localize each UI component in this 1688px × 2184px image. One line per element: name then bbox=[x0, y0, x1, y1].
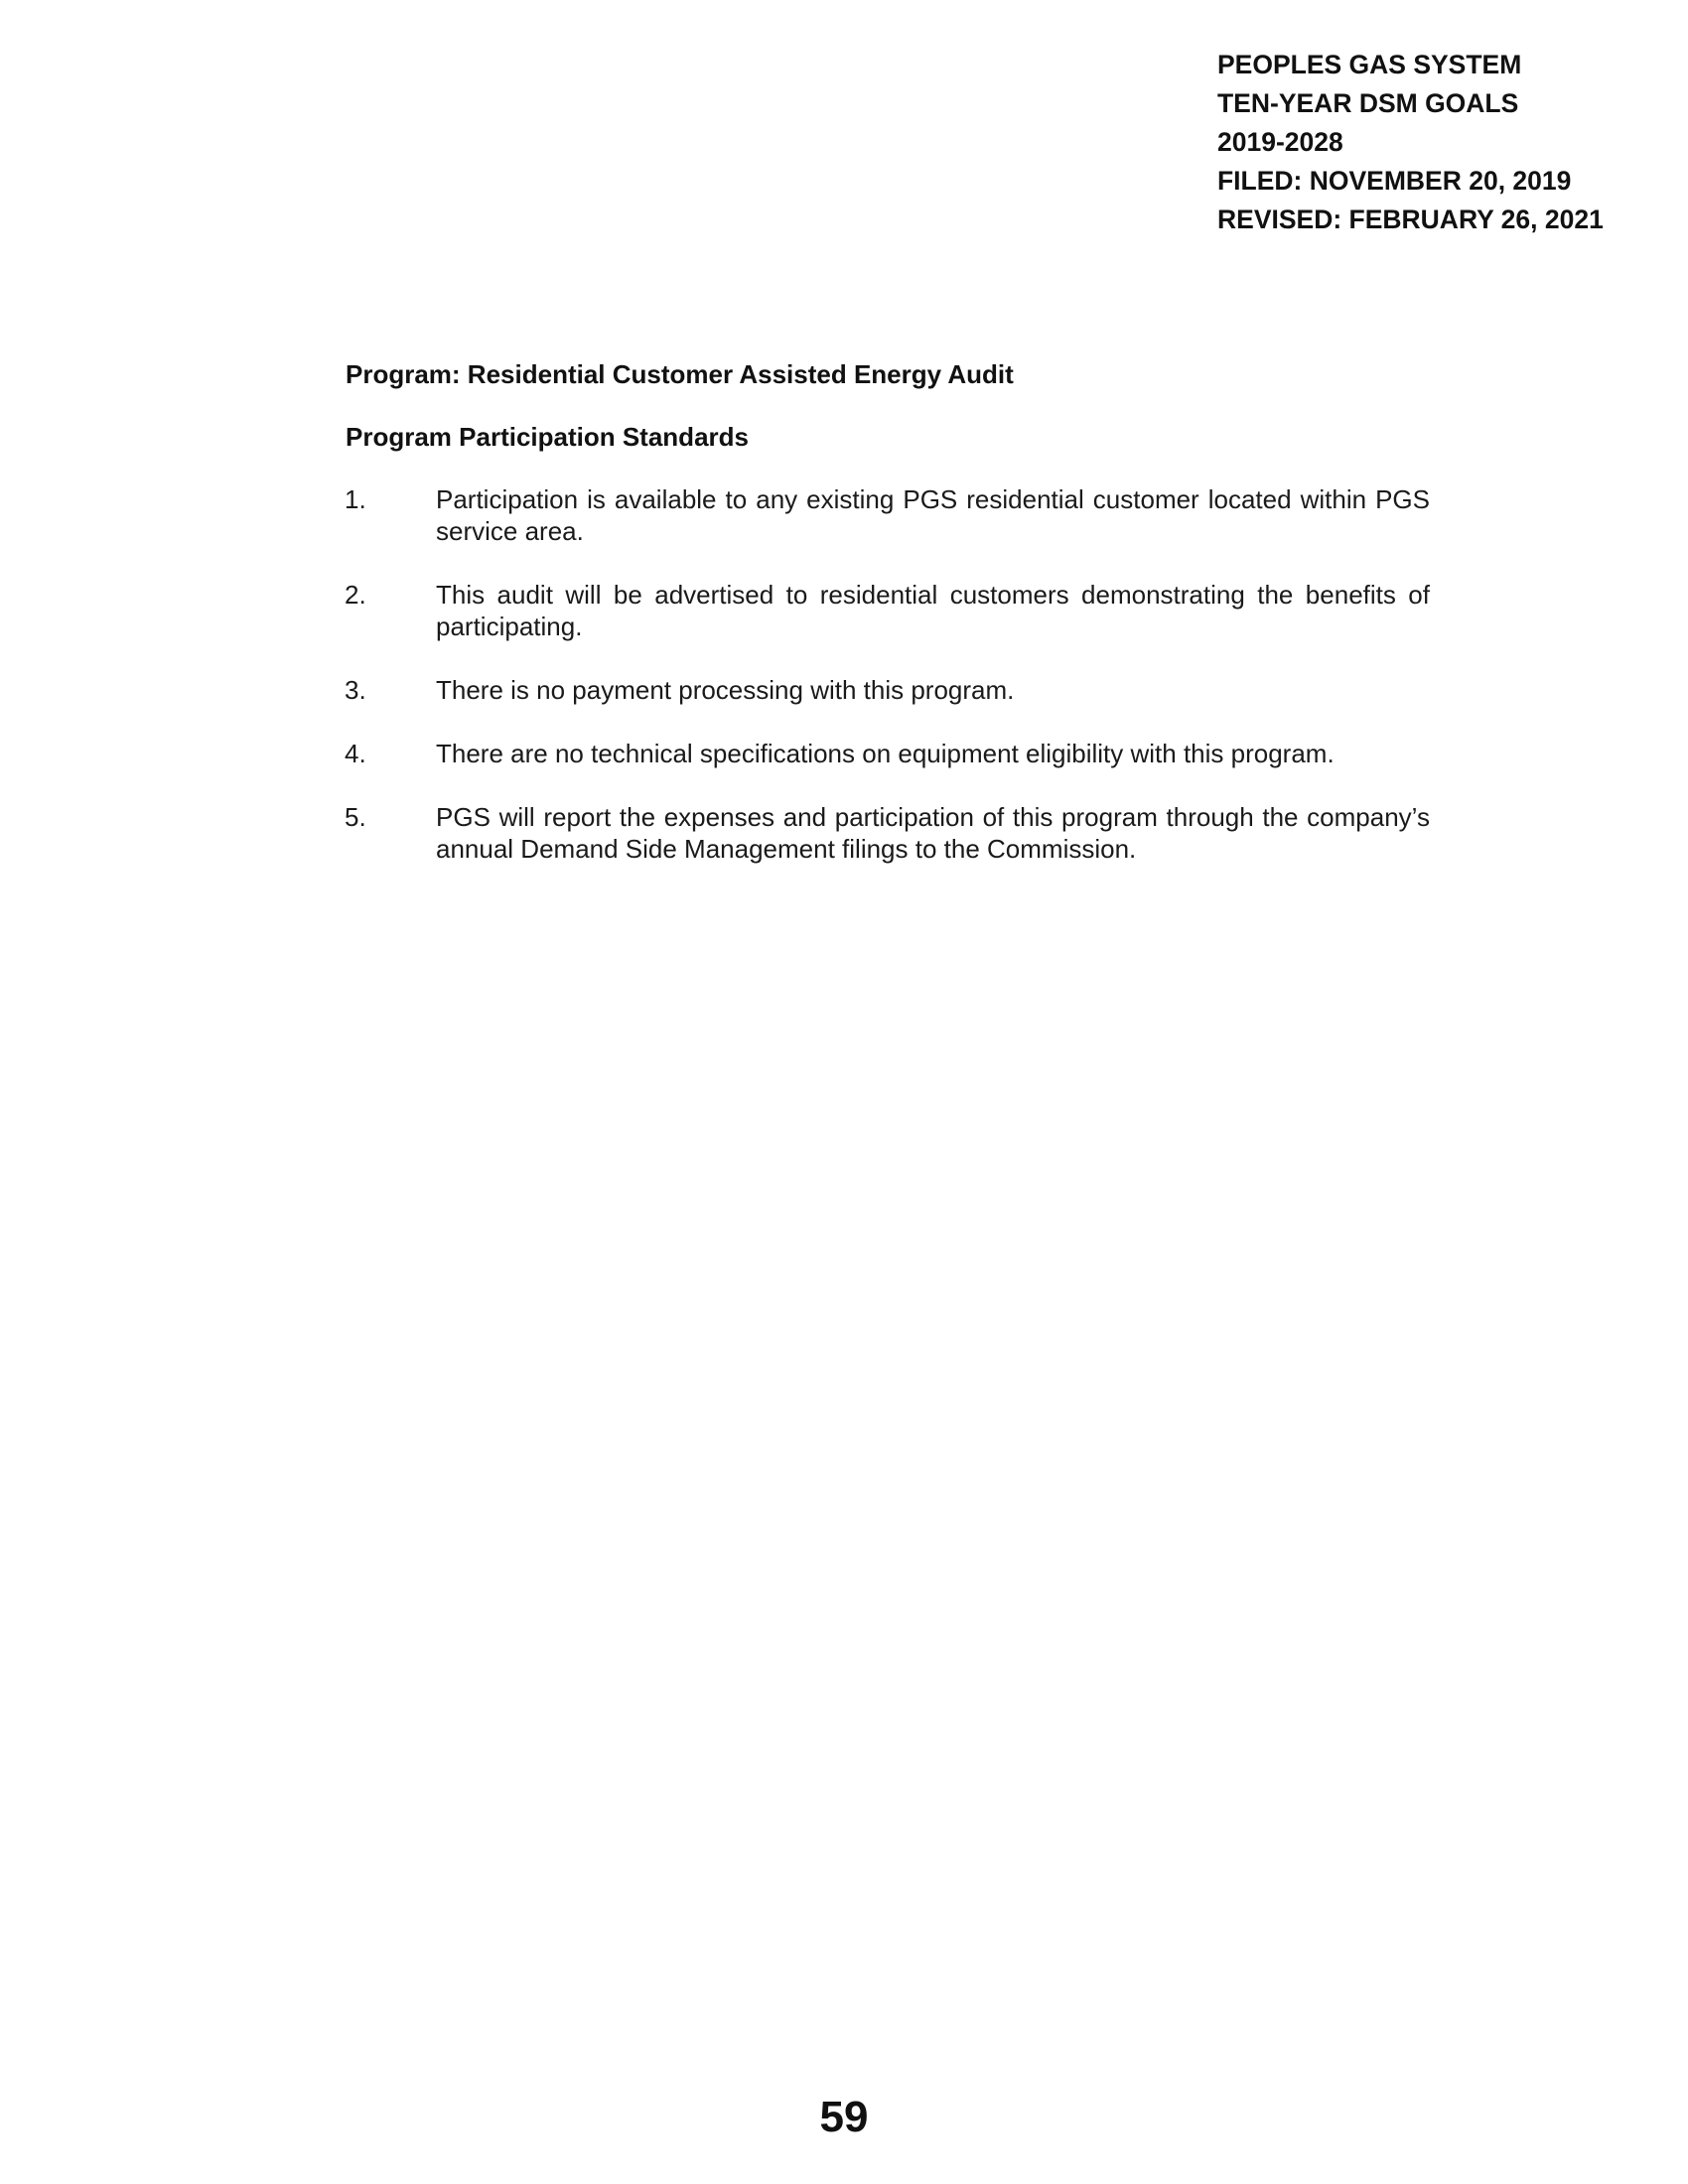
list-item bbox=[345, 483, 1430, 547]
participation-standards-list bbox=[345, 483, 1430, 865]
header-filed-date: FILED: NOVEMBER 20, 2019 bbox=[1217, 166, 1572, 196]
list-item bbox=[345, 738, 1430, 769]
list-item-text: PGS will report the expenses and participation of this program through the company’s annual Demand Side Management filings to the Commission. bbox=[436, 802, 1430, 864]
list-item-number: 4. bbox=[345, 739, 366, 768]
list-item-number: 5. bbox=[345, 802, 366, 832]
list-item-number: 3. bbox=[345, 675, 366, 705]
program-title: Program: Residential Customer Assisted Energy Audit bbox=[346, 359, 1014, 389]
list-item-text: There are no technical specifications on equipment eligibility with this program. bbox=[436, 739, 1335, 768]
page-number: 59 bbox=[819, 2093, 869, 2141]
section-heading-participation-standards: Program Participation Standards bbox=[346, 422, 749, 452]
header-document-title: TEN-YEAR DSM GOALS bbox=[1217, 88, 1519, 118]
header-company-name: PEOPLES GAS SYSTEM bbox=[1217, 50, 1522, 79]
list-item-text: There is no payment processing with this program. bbox=[436, 675, 1015, 705]
list-item-text: This audit will be advertised to residential customers demonstrating the benefits of participating. bbox=[436, 580, 1430, 641]
list-item bbox=[345, 801, 1430, 865]
list-item-number: 1. bbox=[345, 484, 366, 514]
list-item bbox=[345, 674, 1430, 706]
list-item-text: Participation is available to any existing PGS residential customer located within PGS service area. bbox=[436, 484, 1430, 546]
header-revised-date: REVISED: FEBRUARY 26, 2021 bbox=[1217, 205, 1604, 234]
header-period: 2019-2028 bbox=[1217, 127, 1343, 157]
list-item-number: 2. bbox=[345, 580, 366, 610]
list-item bbox=[345, 579, 1430, 642]
document-header bbox=[1217, 46, 1654, 239]
